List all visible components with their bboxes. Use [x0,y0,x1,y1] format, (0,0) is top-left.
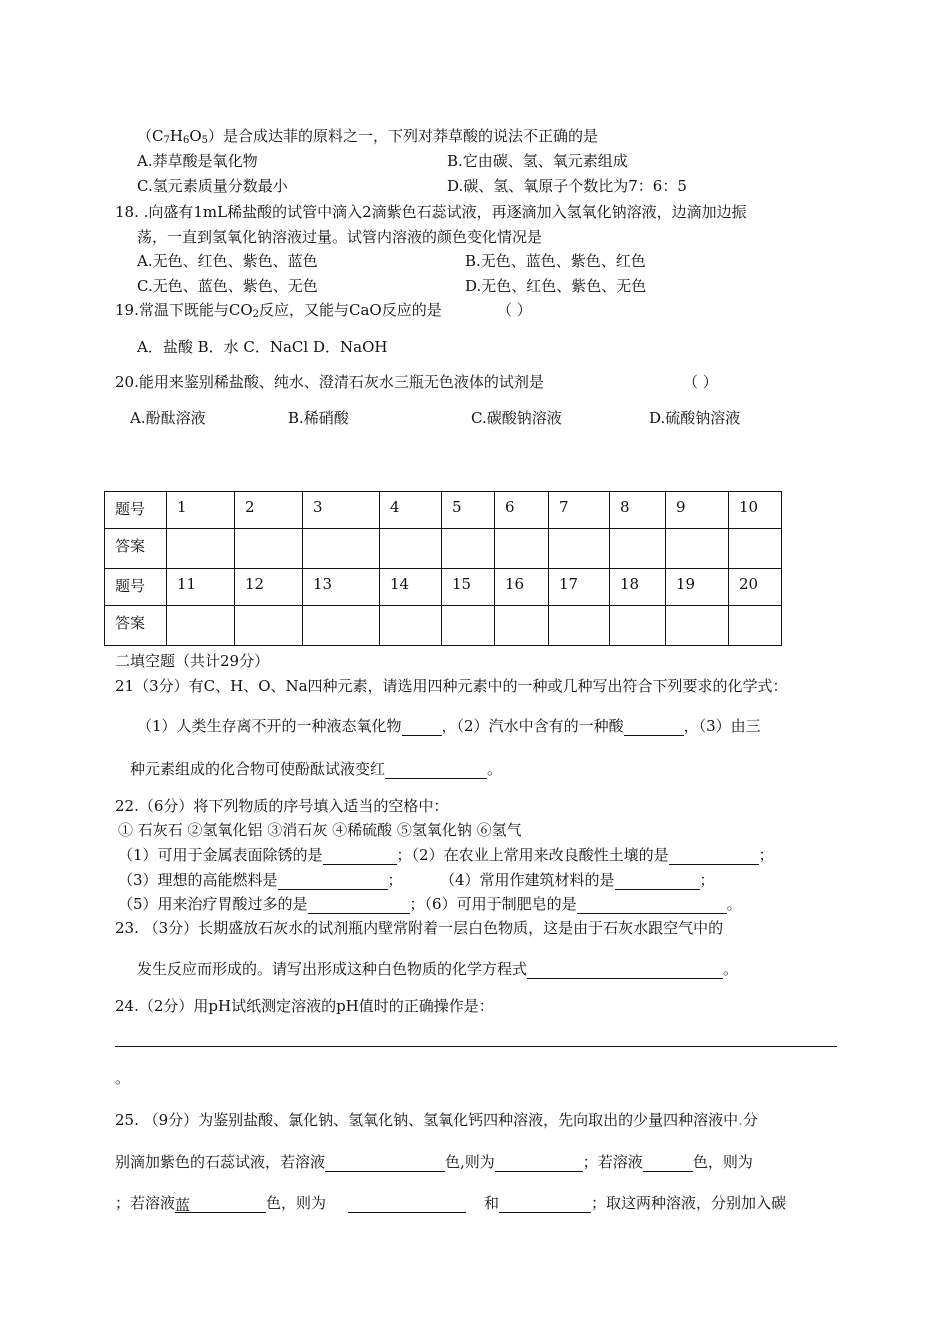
q17-stem-suffix: ）是合成达菲的原料之一，下列对莽草酸的说法不正确的是 [208,127,599,145]
answer-cell[interactable] [610,529,666,569]
q20-stem: 20.能用来鉴别稀盐酸、纯水、澄清石灰水三瓶无色液体的试剂是 [115,373,544,391]
answer-blank[interactable] [499,1195,591,1213]
answer-cell[interactable] [303,529,380,569]
table-row [105,606,782,646]
q25-line3c: 和 [484,1194,500,1212]
question-number: 17 [549,569,610,606]
q24-answer-line[interactable] [115,1046,837,1047]
question-number: 13 [303,569,380,606]
answer-blank[interactable] [577,896,727,914]
q22-semi: ； [387,871,403,889]
q21-part2: ，（2）汽水中含有的一种酸 [441,717,624,735]
q22-semi: ； [699,871,715,889]
section-title: 二填空题（共计29分） [115,652,270,670]
q25-line2 [115,1152,753,1172]
q23-line1: 23. （3分）长期盛放石灰水的试剂瓶内壁常附着一层白色物质，这是由于石灰水跟空气中的 [115,919,724,937]
q24-stem: 24.（2分）用pH试纸测定溶液的pH值时的正确操作是： [115,997,494,1015]
formula-subscript: 6 [182,135,190,146]
question-number: 5 [442,492,495,529]
question-number: 1 [167,492,235,529]
answer-blank[interactable] [325,1154,445,1172]
q22-row2b [440,870,715,890]
q20-option-a: A.酚酞溶液 [130,409,206,427]
table-row [105,492,782,529]
answer-cell[interactable] [442,529,495,569]
q19-stem-b: 反应，又能与CaO反应的是 [259,301,442,319]
answer-cell[interactable] [549,606,610,646]
answer-blank[interactable] [278,872,388,890]
q17-option-a: A.莽草酸是氧化物 [137,152,258,170]
q21-line3-text: 种元素组成的化合物可使酚酞试液变红 [130,760,386,778]
q25-line1 [115,1110,758,1130]
q21-line2 [137,716,761,736]
q22-row3 [118,894,742,914]
q21-line3 [130,759,502,779]
question-number: 11 [167,569,235,606]
answer-cell[interactable] [380,606,442,646]
q22-p2: ；（2）在农业上常用来改良酸性土壤的是 [396,846,669,864]
question-number: 6 [495,492,549,529]
answer-cell[interactable] [495,606,549,646]
q18-option-b: B.无色、蓝色、紫色、红色 [465,252,646,270]
table-row [105,569,782,606]
q22-p5: （5）用来治疗胃酸过多的是 [118,895,308,913]
q21-end: 。 [487,760,503,778]
question-number: 18 [610,569,666,606]
q18-option-d: D.无色、红色、紫色、无色 [465,277,647,295]
q22-end: 。 [726,895,742,913]
q22-p1: （1）可用于金属表面除锈的是 [118,846,323,864]
answer-blank[interactable] [385,761,487,779]
answer-blank[interactable] [495,1154,583,1172]
q20-option-d: D.硫酸钠溶液 [649,409,741,427]
question-number: 19 [666,569,729,606]
q24-end: 。 [115,1069,131,1087]
q19-options: A．盐酸 B．水 C．NaCl D．NaOH [137,338,388,356]
answer-cell[interactable] [380,529,442,569]
answer-cell[interactable] [167,529,235,569]
q22-p3: （3）理想的高能燃料是 [118,871,278,889]
question-number: 8 [610,492,666,529]
answer-blank[interactable] [615,872,700,890]
q25-line1-tail: 分 [742,1111,758,1129]
answer-blank[interactable] [527,961,723,979]
question-number: 3 [303,492,380,529]
answer-blank[interactable] [323,847,397,865]
question-number: 12 [235,569,303,606]
formula-part: H [169,127,183,145]
question-number: 9 [666,492,729,529]
question-number: 7 [549,492,610,529]
q17-option-b: B.它由碳、氢、氧元素组成 [447,152,628,170]
q20-option-c: C.碳酸钠溶液 [471,409,562,427]
q17-option-c: C.氢元素质量分数最小 [137,177,288,195]
q19-answer-paren: （ ） [497,301,532,319]
answer-blank-filled[interactable] [175,1195,266,1213]
answer-cell[interactable] [610,606,666,646]
question-number: 20 [729,569,782,606]
q22-row2a [118,870,403,890]
q25-line3d: ；取这两种溶液，分别加入碳 [591,1194,787,1212]
answer-cell[interactable] [729,529,782,569]
q25-line1-text: 25. （9分）为鉴别盐酸、氯化钠、氢氧化钠、氢氧化钙四种溶液，先向取出的少量四种溶液中 [115,1111,739,1129]
q25-line3 [115,1193,786,1213]
answer-blank[interactable] [669,847,759,865]
q23-end: 。 [723,960,739,978]
q22-row1 [118,845,774,865]
answer-blank[interactable] [308,896,410,914]
row-label: 答案 [105,529,167,569]
q20-option-b: B.稀硝酸 [288,409,349,427]
row-label: 答案 [105,606,167,646]
q25-line2a: 别滴加紫色的石蕊试液，若溶液 [115,1153,326,1171]
q17-stem-prefix: （C [137,127,164,145]
q20-answer-paren: （ ） [683,373,718,391]
q17-stem [137,126,598,151]
q21-part1: （1）人类生存离不开的一种液态氧化物 [137,717,402,735]
q22-stem: 22.（6分）将下列物质的序号填入适当的空格中： [115,797,449,815]
answer-cell[interactable] [549,529,610,569]
answer-cell[interactable] [167,606,235,646]
answer-cell[interactable] [303,606,380,646]
q22-items: ① 石灰石 ②氢氧化铝 ③消石灰 ④稀硫酸 ⑤氢氧化钠 ⑥氢气 [118,821,522,839]
answer-cell[interactable] [666,529,729,569]
q18-option-c: C.无色、蓝色、紫色、无色 [137,277,318,295]
stray-mark: . [738,1111,743,1129]
q18-option-a: A.无色、红色、紫色、蓝色 [137,252,318,270]
row-label: 题号 [105,492,167,529]
question-number: 10 [729,492,782,529]
answer-cell[interactable] [442,606,495,646]
answer-cell[interactable] [666,606,729,646]
answer-table [104,491,782,646]
answer-cell[interactable] [495,529,549,569]
answer-blank[interactable] [643,1154,693,1172]
question-number: 16 [495,569,549,606]
table-row [105,529,782,569]
q17-option-d: D.碳、氢、氧原子个数比为7：6：5 [447,177,687,195]
q23-line2-text: 发生反应而形成的。请写出形成这种白色物质的化学方程式 [137,960,528,978]
q22-semi: ； [758,846,774,864]
filled-answer: 蓝 [175,1196,191,1214]
question-number: 15 [442,569,495,606]
answer-blank[interactable] [348,1195,466,1213]
answer-cell[interactable] [235,606,303,646]
formula-part: O [189,127,202,145]
answer-cell[interactable] [729,606,782,646]
question-number: 14 [380,569,442,606]
formula-subscript: 7 [163,135,170,146]
q23-line2 [137,959,738,979]
q22-p4: （4）常用作建筑材料的是 [440,871,615,889]
q25-line2b: 色,则为 [445,1153,495,1171]
q25-line3b: 色，则为 [266,1194,327,1212]
q19-stem [115,300,442,325]
answer-blank[interactable] [624,718,684,736]
q25-line3a: ；若溶液 [115,1194,176,1212]
q18-stem-line2: 荡，一直到氢氧化钠溶液过量。试管内溶液的颜色变化情况是 [137,228,543,246]
q21-stem: 21（3分）有C、H、O、Na四种元素，请选用四种元素中的一种或几种写出符合下列要求的化学式： [115,677,788,695]
question-number: 2 [235,492,303,529]
formula-subscript: 5 [201,135,209,146]
answer-cell[interactable] [235,529,303,569]
row-label: 题号 [105,569,167,606]
q18-stem-line1: 18. .向盛有1mL稀盐酸的试管中滴入2滴紫色石蕊试液，再逐滴加入氢氧化钠溶液，边滴加边振 [115,203,747,221]
question-number: 4 [380,492,442,529]
q25-line2d: 色，则为 [692,1153,753,1171]
q21-part3: ，（3）由三 [683,717,761,735]
q25-line2c: ；若溶液 [582,1153,643,1171]
answer-blank[interactable] [402,718,442,736]
formula-subscript: 2 [252,309,260,320]
q19-stem-a: 19.常温下既能与CO [115,301,253,319]
q22-p6: ；（6）可用于制肥皂的是 [409,895,577,913]
